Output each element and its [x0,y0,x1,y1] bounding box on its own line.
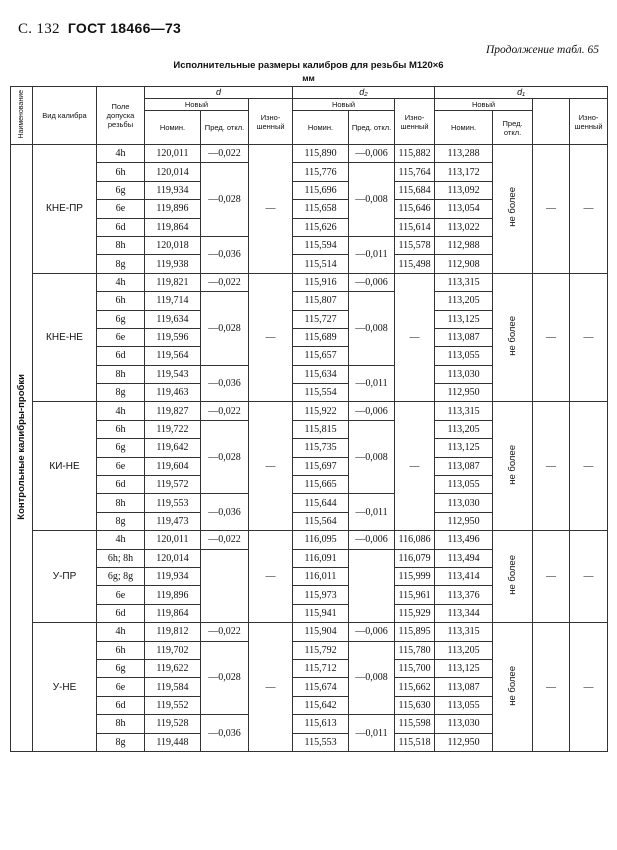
row-group-label-text: Контрольные калибры-пробки [16,373,27,520]
d-nominal-cell: 119,528 [145,715,201,733]
d-nominal-cell: 119,934 [145,567,201,585]
header-d-new: Новый [145,99,249,111]
d-nominal-cell: 119,622 [145,659,201,677]
d-nominal-cell: 119,584 [145,678,201,696]
tolerance-field-cell: 6d [97,347,145,365]
gauge-type-cell: КНЕ-ПР [33,145,97,274]
d-nominal-cell: 120,014 [145,163,201,181]
tolerance-field-cell: 6e [97,678,145,696]
d1-nominal-cell: 113,055 [435,696,493,714]
d2-worn-cell: 115,961 [395,586,435,604]
d1-blank-cell: — [533,531,570,623]
not-more-label: не более [507,444,519,485]
header-d2: d₂ [293,87,435,99]
tolerance-field-cell: 6e [97,586,145,604]
tolerance-field-cell: 4h [97,531,145,549]
d2-worn-cell: 115,999 [395,567,435,585]
d2-deviation-cell: —0,008 [349,163,395,237]
d2-nominal-cell: 115,658 [293,200,349,218]
d1-deviation-cell [493,531,533,623]
d1-deviation-cell [493,273,533,402]
tolerance-field-cell: 8g [97,255,145,273]
gauge-type-cell: У-ПР [33,531,97,623]
d1-nominal-cell: 113,205 [435,641,493,659]
header-d2-nominal: Номин. [293,111,349,145]
tolerance-field-cell: 6d [97,696,145,714]
d2-nominal-cell: 116,011 [293,567,349,585]
d-nominal-cell: 119,572 [145,476,201,494]
d-nominal-cell: 119,596 [145,328,201,346]
d2-worn-cell: — [395,402,435,531]
gauge-type-cell: У-НЕ [33,623,97,752]
table-body [11,145,608,752]
not-more-label: не более [507,555,519,596]
tolerance-field-cell: 8h [97,236,145,254]
d-deviation-cell: —0,036 [201,365,249,402]
d-nominal-cell: 119,864 [145,218,201,236]
d1-nominal-cell: 113,205 [435,292,493,310]
tolerance-field-cell: 6g [97,659,145,677]
d1-nominal-cell: 112,950 [435,512,493,530]
gauge-dimensions-table [10,86,608,752]
d-nominal-cell: 119,448 [145,733,201,751]
d1-nominal-cell: 113,022 [435,218,493,236]
d-nominal-cell: 119,714 [145,292,201,310]
d-deviation-cell: —0,022 [201,273,249,291]
d1-nominal-cell: 113,315 [435,273,493,291]
d-nominal-cell: 119,543 [145,365,201,383]
header-d1-worn: Изно-шенный [570,99,608,145]
table-row [11,273,608,291]
d1-nominal-cell: 113,315 [435,623,493,641]
header-d1-new: Новый [435,99,533,111]
d2-nominal-cell: 115,815 [293,420,349,438]
tolerance-field-cell: 6e [97,457,145,475]
d1-nominal-cell: 113,030 [435,365,493,383]
d2-nominal-cell: 115,674 [293,678,349,696]
d2-nominal-cell: 115,514 [293,255,349,273]
d1-nominal-cell: 113,087 [435,328,493,346]
d1-nominal-cell: 113,087 [435,678,493,696]
d2-worn-cell: 115,764 [395,163,435,181]
d2-nominal-cell: 115,696 [293,181,349,199]
d2-nominal-cell: 115,727 [293,310,349,328]
d1-nominal-cell: 113,054 [435,200,493,218]
not-more-label: не более [507,316,519,356]
not-more-label: не более [507,665,519,706]
d1-worn-cell: — [570,273,608,402]
d2-nominal-cell: 115,665 [293,476,349,494]
d-nominal-cell: 119,722 [145,420,201,438]
d2-nominal-cell: 115,922 [293,402,349,420]
d2-worn-cell: 116,086 [395,531,435,549]
d1-nominal-cell: 113,288 [435,145,493,163]
d-nominal-cell: 119,564 [145,347,201,365]
tolerance-field-cell: 4h [97,402,145,420]
d-nominal-cell: 119,642 [145,439,201,457]
tolerance-field-cell: 8h [97,494,145,512]
table-unit: мм [302,73,315,83]
d-deviation-cell: —0,022 [201,145,249,163]
tolerance-field-cell: 4h [97,273,145,291]
header-d: d [145,87,293,99]
d-nominal-cell: 119,864 [145,604,201,622]
d2-nominal-cell: 115,626 [293,218,349,236]
d1-worn-cell: — [570,402,608,531]
d2-nominal-cell: 115,973 [293,586,349,604]
d-nominal-cell: 120,011 [145,145,201,163]
d2-deviation-cell: —0,006 [349,531,395,549]
d2-deviation-cell: —0,011 [349,715,395,752]
header-d-nominal: Номин. [145,111,201,145]
d2-nominal-cell: 115,712 [293,659,349,677]
tolerance-field-cell: 6g [97,439,145,457]
tolerance-field-cell: 8g [97,384,145,402]
d2-deviation-cell: —0,011 [349,365,395,402]
header-d2-deviation: Пред. откл. [349,111,395,145]
d2-nominal-cell: 115,904 [293,623,349,641]
d-nominal-cell: 119,821 [145,273,201,291]
d-nominal-cell: 120,018 [145,236,201,254]
d2-worn-cell: 115,684 [395,181,435,199]
d1-nominal-cell: 112,950 [435,384,493,402]
row-group-label [11,145,33,752]
header-naimenovanie: Наименование [11,87,33,145]
d1-nominal-cell: 113,496 [435,531,493,549]
d1-blank-cell: — [533,623,570,752]
d1-nominal-cell: 113,172 [435,163,493,181]
header-d1-nominal: Номин. [435,111,493,145]
header-d2-new: Новый [293,99,395,111]
d2-worn-cell: 115,498 [395,255,435,273]
d1-blank-cell: — [533,145,570,274]
d-nominal-cell: 120,014 [145,549,201,567]
d2-nominal-cell: 115,792 [293,641,349,659]
d2-worn-cell: 116,079 [395,549,435,567]
d-worn-cell: — [249,623,293,752]
table-continuation-note: Продолжение табл. 65 [486,44,599,56]
d-nominal-cell: 119,702 [145,641,201,659]
tolerance-field-cell: 6d [97,218,145,236]
tolerance-field-cell: 6h [97,292,145,310]
d1-blank-cell: — [533,402,570,531]
table-row [11,145,608,163]
d1-worn-cell: — [570,531,608,623]
d-nominal-cell: 119,896 [145,586,201,604]
d-nominal-cell: 119,896 [145,200,201,218]
d2-deviation-cell: —0,011 [349,494,395,531]
d2-nominal-cell: 115,697 [293,457,349,475]
d2-worn-cell: 115,929 [395,604,435,622]
gauge-type-cell: КИ-НЕ [33,402,97,531]
d2-nominal-cell: 116,091 [293,549,349,567]
table-row [11,402,608,420]
d1-deviation-cell [493,145,533,274]
d2-nominal-cell: 115,634 [293,365,349,383]
d-nominal-cell: 119,812 [145,623,201,641]
d-worn-cell: — [249,273,293,402]
tolerance-field-cell: 6h [97,420,145,438]
d1-nominal-cell: 113,055 [435,476,493,494]
tolerance-field-cell: 8h [97,365,145,383]
d2-nominal-cell: 115,890 [293,145,349,163]
d1-nominal-cell: 113,205 [435,420,493,438]
d2-worn-cell: 115,662 [395,678,435,696]
page-number: С. 132 [18,21,60,37]
header-tolerance-field: Поле допуска резьбы [97,87,145,145]
d-nominal-cell: 119,553 [145,494,201,512]
tolerance-field-cell: 6d [97,604,145,622]
d-nominal-cell: 119,934 [145,181,201,199]
d-nominal-cell: 119,463 [145,384,201,402]
d2-worn-cell: 115,895 [395,623,435,641]
d-deviation-cell: —0,036 [201,715,249,752]
tolerance-field-cell: 6e [97,200,145,218]
d1-nominal-cell: 112,908 [435,255,493,273]
tolerance-field-cell: 8g [97,733,145,751]
d1-nominal-cell: 113,315 [435,402,493,420]
tolerance-field-cell: 6e [97,328,145,346]
d-deviation-cell: —0,028 [201,420,249,494]
d-deviation-cell: —0,022 [201,531,249,549]
tolerance-field-cell: 8g [97,512,145,530]
header-d1-deviation: Пред. откл. [493,111,533,145]
d2-worn-cell: 115,780 [395,641,435,659]
tolerance-field-cell: 4h [97,145,145,163]
d2-nominal-cell: 115,941 [293,604,349,622]
gauge-type-cell: КНЕ-НЕ [33,273,97,402]
d2-worn-cell: 115,578 [395,236,435,254]
d2-deviation-cell: —0,008 [349,420,395,494]
d2-deviation-cell: —0,011 [349,236,395,273]
d-deviation-cell: —0,028 [201,292,249,366]
d2-nominal-cell: 115,564 [293,512,349,530]
d2-deviation-cell: —0,006 [349,623,395,641]
d1-nominal-cell: 113,055 [435,347,493,365]
standard-number: ГОСТ 18466—73 [67,20,182,36]
d-deviation-cell: —0,036 [201,236,249,273]
tolerance-field-cell: 6h [97,641,145,659]
d-deviation-cell: —0,022 [201,402,249,420]
d2-deviation-cell: —0,006 [349,145,395,163]
table-row [11,531,608,549]
d-deviation-cell: —0,028 [201,641,249,715]
d-deviation-cell: —0,028 [201,163,249,237]
header-d-deviation: Пред. откл. [201,111,249,145]
d-nominal-cell: 119,938 [145,255,201,273]
d1-nominal-cell: 113,376 [435,586,493,604]
d-nominal-cell: 119,552 [145,696,201,714]
d1-nominal-cell: 113,030 [435,494,493,512]
d2-nominal-cell: 115,594 [293,236,349,254]
d2-worn-cell: 115,614 [395,218,435,236]
d2-nominal-cell: 115,642 [293,696,349,714]
d2-deviation-cell: —0,006 [349,273,395,291]
d1-nominal-cell: 113,125 [435,659,493,677]
d2-worn-cell: 115,646 [395,200,435,218]
d1-deviation-cell [493,623,533,752]
d2-nominal-cell: 115,807 [293,292,349,310]
page-header [18,20,181,38]
tolerance-field-cell: 6h [97,163,145,181]
table-row [11,623,608,641]
d-deviation-cell: —0,036 [201,494,249,531]
d-nominal-cell: 119,473 [145,512,201,530]
header-d1-blank [533,99,570,145]
d2-nominal-cell: 115,644 [293,494,349,512]
tolerance-field-cell: 6g [97,310,145,328]
d2-nominal-cell: 115,554 [293,384,349,402]
d1-nominal-cell: 112,988 [435,236,493,254]
table-title: Исполнительные размеры калибров для резьбы М120×6 [173,60,444,71]
d1-nominal-cell: 113,092 [435,181,493,199]
d2-deviation-cell: —0,006 [349,402,395,420]
header-gauge-type: Вид калибра [33,87,97,145]
d1-worn-cell: — [570,623,608,752]
d1-nominal-cell: 113,125 [435,310,493,328]
d2-nominal-cell: 115,553 [293,733,349,751]
not-more-label: не более [507,187,519,228]
tolerance-field-cell: 6g; 8g [97,567,145,585]
d1-nominal-cell: 113,494 [435,549,493,567]
d1-worn-cell: — [570,145,608,274]
header-d2-worn: Изно-шенный [395,99,435,145]
d2-nominal-cell: 115,916 [293,273,349,291]
d2-nominal-cell: 115,613 [293,715,349,733]
d2-worn-cell: 115,518 [395,733,435,751]
d1-blank-cell: — [533,273,570,402]
d2-deviation-cell [349,549,395,623]
d-worn-cell: — [249,145,293,274]
d-deviation-cell [201,549,249,623]
d1-deviation-cell [493,402,533,531]
tolerance-field-cell: 6h; 8h [97,549,145,567]
d-worn-cell: — [249,531,293,623]
header-d-worn: Изно-шенный [249,99,293,145]
d2-worn-cell: 115,630 [395,696,435,714]
d2-nominal-cell: 115,657 [293,347,349,365]
d-nominal-cell: 120,011 [145,531,201,549]
d2-worn-cell: — [395,273,435,402]
d1-nominal-cell: 113,344 [435,604,493,622]
d1-nominal-cell: 113,125 [435,439,493,457]
tolerance-field-cell: 6d [97,476,145,494]
d-nominal-cell: 119,827 [145,402,201,420]
d-deviation-cell: —0,022 [201,623,249,641]
d1-nominal-cell: 113,030 [435,715,493,733]
d2-worn-cell: 115,882 [395,145,435,163]
header-d1: d₁ [435,87,608,99]
tolerance-field-cell: 8h [97,715,145,733]
d1-nominal-cell: 113,087 [435,457,493,475]
d-nominal-cell: 119,604 [145,457,201,475]
d2-nominal-cell: 116,095 [293,531,349,549]
tolerance-field-cell: 4h [97,623,145,641]
d1-nominal-cell: 112,950 [435,733,493,751]
d2-nominal-cell: 115,735 [293,439,349,457]
d2-worn-cell: 115,700 [395,659,435,677]
d1-nominal-cell: 113,414 [435,567,493,585]
d-nominal-cell: 119,634 [145,310,201,328]
d2-nominal-cell: 115,689 [293,328,349,346]
d-worn-cell: — [249,402,293,531]
d2-worn-cell: 115,598 [395,715,435,733]
d2-deviation-cell: —0,008 [349,641,395,715]
d2-deviation-cell: —0,008 [349,292,395,366]
tolerance-field-cell: 6g [97,181,145,199]
d2-nominal-cell: 115,776 [293,163,349,181]
